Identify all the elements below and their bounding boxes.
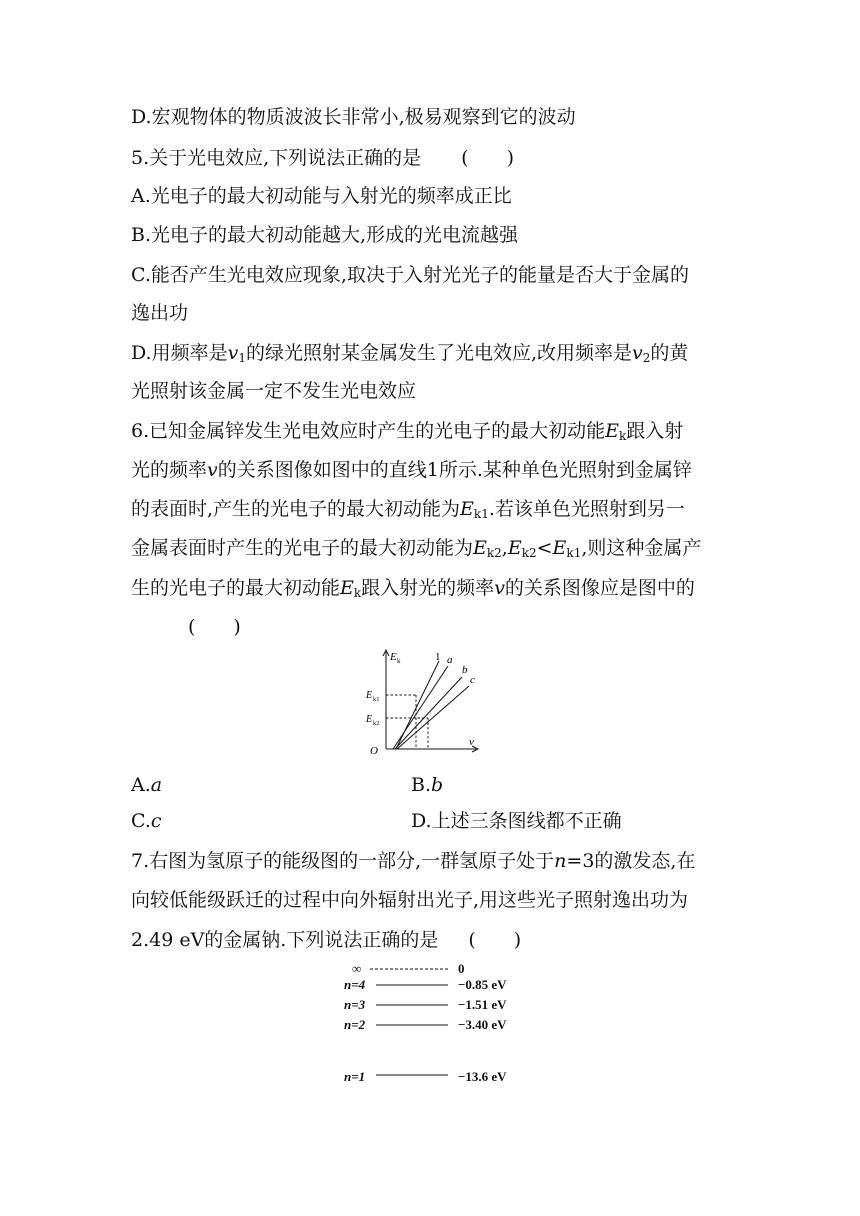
q4-option-d: D.宏观物体的物质波波长非常小,极易观察到它的波动 [131,106,576,128]
q7-n: n [554,850,567,872]
q6-l1b: 跟入射 [626,420,684,442]
q5-option-c-line2: 逸出功 [131,302,189,324]
q7-line1 [131,848,695,874]
q5-blank: ( ) [461,147,514,169]
q6-ek-frequency-graph [362,648,482,756]
q7-l1a: 7.右图为氢原子的能级图的一部分,一群氢原子处于 [131,850,555,872]
y-axis-label: E [390,651,397,663]
q6-ek-k: k [619,429,627,443]
q6-option-a-val: a [150,774,163,796]
level-1-label: n=1 [344,1069,366,1084]
q6-ek2-e: E [473,537,487,559]
q6-option-d: D.上述三条图线都不正确 [411,810,622,832]
q5-option-b: B.光电子的最大初动能越大,形成的光电流越强 [131,224,519,246]
q6-l5c: 的关系图像应是图中的 [504,577,695,599]
q6-l3b: .若该单色光照射到另一 [488,498,685,520]
line-a-label: a [447,654,453,666]
graph-line-b [395,677,462,749]
q6-option-b [411,772,443,798]
q5-d-sub1: 1 [238,351,246,365]
level-3-label: n=3 [344,997,366,1012]
y-axis-sub: k [397,657,401,665]
level-2-label: n=2 [344,1017,366,1032]
q6-ek3-sub: k [353,586,362,600]
q7-blank: ( ) [468,929,522,951]
level-4-energy: −0.85 eV [458,977,507,992]
q5-d-sub2: 2 [642,351,651,365]
q6-option-c-val: c [150,810,162,832]
q7-line3 [131,927,521,953]
q7-energy-level-diagram [336,957,536,1089]
q6-nu2: v [494,577,505,599]
x-axis-label: v [469,736,474,748]
q6-option-a-prefix: A. [131,774,151,796]
q6-ek1-sub: k1 [473,507,489,521]
q5-option-d-line1 [131,340,688,366]
q6-ek1b-e: E [552,537,567,559]
origin-label: O [370,745,378,756]
q6-l4c: < [536,537,553,559]
q6-l5a: 生的光电子的最大初动能 [131,577,341,599]
level-4-label: n=4 [344,977,366,992]
line-b-label: b [462,664,468,676]
q6-l4b: , [501,537,508,559]
level-2-energy: −3.40 eV [458,1017,507,1032]
q5-d-text-c: 的黄 [650,342,689,364]
tick-ek1-label: E [366,690,373,701]
line-1-label: 1 [435,651,441,663]
q5-stem: 5.关于光电效应,下列说法正确的是 [131,147,422,169]
q5-option-c-line1: C.能否产生光电效应现象,取决于入射光光子的能量是否大于金属的 [131,264,689,286]
q6-option-c [131,808,162,834]
q6-blank: ( ) [188,616,241,638]
q6-nu: v [207,459,218,481]
q6-l4d: ,则这种金属产 [581,537,702,559]
q6-ek3-e: E [340,577,354,599]
q6-l2b: 的关系图像如图中的直线1所示.某种单色光照射到金属锌 [217,459,692,481]
level-inf-energy: 0 [458,961,465,976]
level-inf-label: ∞ [352,961,362,976]
q6-line4 [131,535,701,561]
q6-line3 [131,496,685,522]
tick-ek2-sub: k2 [373,720,380,727]
q6-l5b: 跟入射光的频率 [361,577,495,599]
tick-ek2-label: E [366,714,373,725]
q6-ek2b-sub: k2 [521,546,537,560]
q7-line2: 向较低能级跃迁的过程中向外辐射出光子,用这些光子照射逸出功为 [131,889,689,911]
q5-d-nu2: v [632,342,643,364]
graph-line-c [397,686,469,749]
q6-ek2-sub: k2 [486,546,502,560]
level-1-energy: −13.6 eV [458,1069,507,1084]
q6-ek1b-sub: k1 [566,546,582,560]
q6-l1a: 6.已知金属锌发生光电效应时产生的光电子的最大初动能 [131,420,606,442]
q6-ek2b-e: E [507,537,522,559]
q6-ek1-e: E [460,498,474,520]
q6-option-a [131,772,162,798]
q7-l3: 2.49 eV的金属钠.下列说法正确的是 [131,929,439,951]
q7-l1b: =3的激发态,在 [566,850,696,872]
q6-l4a: 金属表面时产生的光电子的最大初动能为 [131,537,474,559]
graph-line-a [393,666,448,749]
q6-option-c-prefix: C. [131,810,151,832]
level-3-energy: −1.51 eV [458,997,507,1012]
q6-line5 [131,575,695,601]
q6-l2a: 光的频率 [131,459,208,481]
tick-ek1-sub: k1 [373,696,380,703]
q6-option-b-prefix: B. [411,774,432,796]
graph-line-1 [396,661,439,749]
q6-ek-e: E [605,420,620,442]
q5-option-a: A.光电子的最大初动能与入射光的频率成正比 [131,185,512,207]
q5-d-nu1: v [227,342,239,364]
q5-d-text-a: D.用频率是 [131,342,228,364]
q6-line2 [131,457,692,483]
q5-d-text-b: 的绿光照射某金属发生了光电效应,改用频率是 [245,342,633,364]
q5-option-d-line2: 光照射该金属一定不发生光电效应 [131,380,417,402]
q5-stem-line [131,145,514,171]
q6-line1 [131,418,683,444]
q6-option-b-val: b [431,774,444,796]
line-c-label: c [470,674,475,686]
q6-l3a: 的表面时,产生的光电子的最大初动能为 [131,498,461,520]
